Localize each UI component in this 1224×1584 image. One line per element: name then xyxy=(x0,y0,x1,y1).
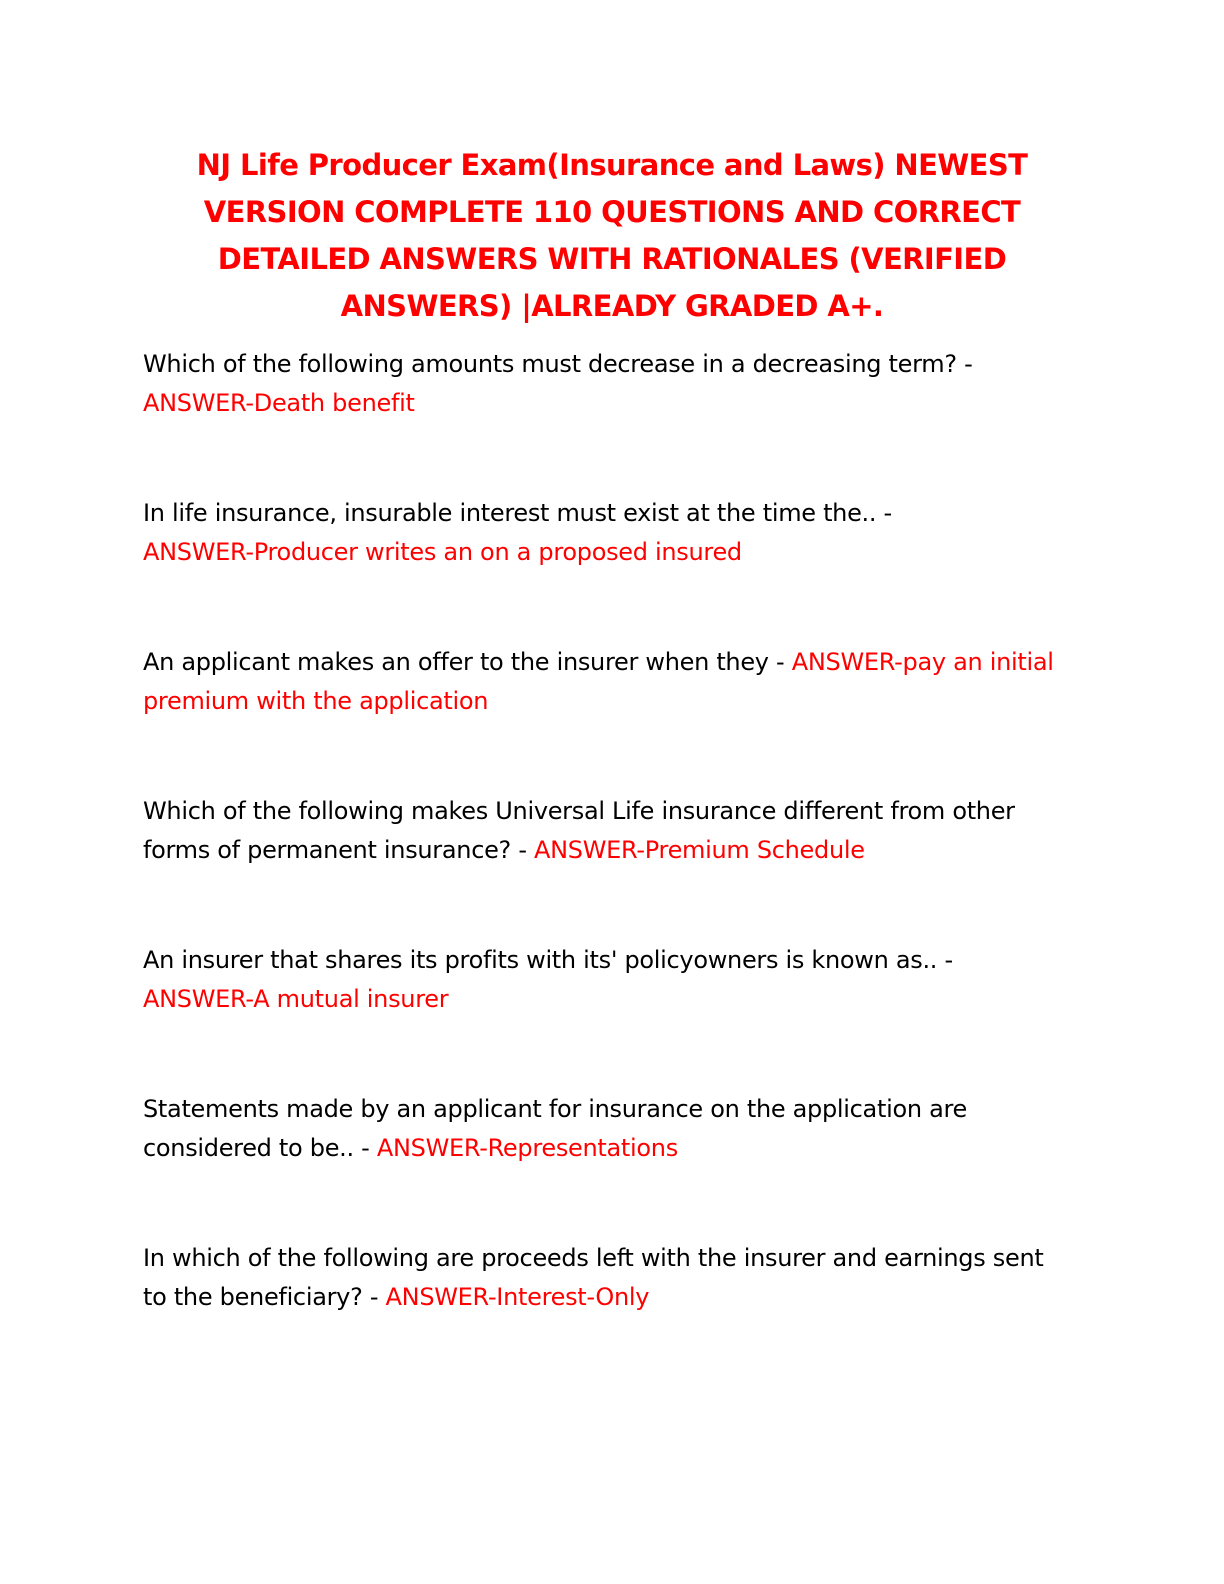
answer-text: ANSWER-Premium Schedule xyxy=(534,835,865,864)
qa-item-4 xyxy=(143,792,1063,869)
qa-item-2 xyxy=(143,494,1063,571)
answer-text: ANSWER-pay an initial premium with the application xyxy=(143,648,1054,715)
question-text: Which of the following amounts must decrease in a decreasing term? - xyxy=(143,350,973,378)
question-text: In which of the following are proceeds left with the insurer and earnings sent to the beneficiary? - xyxy=(143,1244,1044,1311)
question-text: In life insurance, insurable interest must exist at the time the.. - xyxy=(143,499,892,527)
qa-item-5 xyxy=(143,941,1063,1018)
qa-item-3 xyxy=(143,643,1063,720)
answer-text: ANSWER-Death benefit xyxy=(143,388,415,417)
question-text: An applicant makes an offer to the insurer when they - xyxy=(143,648,785,676)
qa-item-1 xyxy=(143,345,1063,422)
question-text: Statements made by an applicant for insurance on the application are considered to be.. - xyxy=(143,1095,967,1162)
question-text: Which of the following makes Universal Life insurance different from other forms of permanent insurance? - xyxy=(143,797,1015,864)
question-text: An insurer that shares its profits with its' policyowners is known as.. - xyxy=(143,946,953,974)
answer-text: ANSWER-Representations xyxy=(376,1133,678,1162)
answer-text: ANSWER-Producer writes an on a proposed insured xyxy=(143,537,742,566)
document-title: NJ Life Producer Exam(Insurance and Laws) NEWEST VERSION COMPLETE 110 QUESTIONS AND CORRECT DETAILED ANSWERS WITH RATIONALES (VERIFIED ANSWERS) |ALREADY GRADED A+. xyxy=(196,148,1028,323)
answer-text: ANSWER-Interest-Only xyxy=(385,1282,650,1311)
qa-item-7 xyxy=(143,1239,1063,1316)
qa-item-6 xyxy=(143,1090,1063,1167)
answer-text: ANSWER-A mutual insurer xyxy=(143,984,449,1013)
